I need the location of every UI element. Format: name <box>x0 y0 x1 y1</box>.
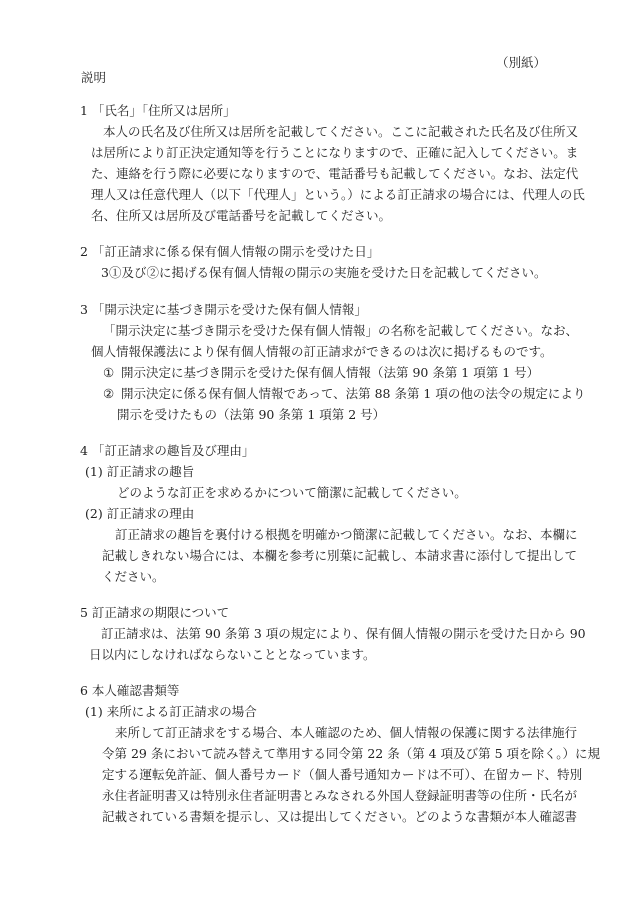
attachment-label: （別紙） <box>495 55 546 70</box>
paragraph-line: 定する運転免許証、個人番号カード（個人番号通知カードは不可）、在留カード、特別 <box>102 767 583 782</box>
subsection-title: 訂正請求の趣旨 <box>106 464 195 479</box>
paragraph-line: 日以内にしなければならないこととなっています。 <box>89 647 376 662</box>
subsection-number: (2) <box>85 506 103 521</box>
item-text: 開示決定に基づき開示を受けた保有個人情報（法第 90 条第 1 項第 1 号） <box>120 365 540 380</box>
subsection-number: (1) <box>85 704 103 719</box>
paragraph-line: た、連絡を行う際に必要になりますので、電話番号も記載してください。なお、法定代 <box>91 166 579 181</box>
section-heading: 6 本人確認書類等 <box>80 683 180 698</box>
section-heading: 5 訂正請求の期限について <box>80 605 230 620</box>
paragraph-line: 記載されている書類を提示し、又は提出してください。どのような書類が本人確認書 <box>102 809 578 824</box>
item-number: ① <box>103 365 115 380</box>
paragraph-line: 名、住所又は居所及び電話番号を記載してください。 <box>91 208 392 223</box>
paragraph-line: 「開示決定に基づき開示を受けた保有個人情報」の名称を記載してください。なお、 <box>103 323 579 338</box>
document-title: 説明 <box>81 70 107 85</box>
section-heading: 1 「氏名」「住所又は居所」 <box>80 103 236 118</box>
paragraph-line: ください。 <box>102 569 165 584</box>
paragraph-line: 来所して訂正請求をする場合、本人確認のため、個人情報の保護に関する法律施行 <box>115 725 578 740</box>
section-heading: 3 「開示決定に基づき開示を受けた保有個人情報」 <box>80 302 367 317</box>
paragraph-line: 3①及び②に掲げる保有個人情報の開示の実施を受けた日を記載してください。 <box>101 265 547 280</box>
item-number: ② <box>103 386 115 401</box>
list-item <box>103 365 539 381</box>
list-item <box>103 386 585 402</box>
section-heading: 2 「訂正請求に係る保有個人情報の開示を受けた日」 <box>80 244 380 259</box>
paragraph-line: 令第 29 条において読み替えて準用する同令第 22 条（第 4 項及び第 5 項を除く。）に規 <box>102 746 601 761</box>
subsection-heading <box>85 506 194 522</box>
paragraph-line: 理人又は任意代理人（以下「代理人」という。）による訂正請求の場合には、代理人の氏 <box>91 187 585 202</box>
paragraph-line: 訂正請求は、法第 90 条第 3 項の規定により、保有個人情報の開示を受けた日から 90 <box>101 626 586 641</box>
paragraph-line: 訂正請求の趣旨を裏付ける根拠を明確かつ簡潔に記載してください。なお、本欄に <box>115 527 578 542</box>
paragraph-line: どのような訂正を求めるかについて簡潔に記載してください。 <box>117 485 467 500</box>
paragraph-line: 個人情報保護法により保有個人情報の訂正請求ができるのは次に掲げるものです。 <box>91 344 553 359</box>
subsection-title: 訂正請求の理由 <box>106 506 195 521</box>
subsection-heading <box>85 464 194 480</box>
paragraph-line: は居所により訂正決定通知等を行うことになりますので、正確に記入してください。ま <box>91 145 579 160</box>
paragraph-line: 記載しきれない場合には、本欄を参考に別葉に記載し、本請求書に添付して提出して <box>102 548 578 563</box>
paragraph-line: 本人の氏名及び住所又は居所を記載してください。ここに記載された氏名及び住所又 <box>103 124 579 139</box>
subsection-number: (1) <box>85 464 103 479</box>
section-heading: 4 「訂正請求の趣旨及び理由」 <box>80 443 255 458</box>
item-continuation: 開示を受けたもの（法第 90 条第 1 項第 2 号） <box>117 407 386 422</box>
paragraph-line: 永住者証明書又は特別永住者証明書とみなされる外国人登録証明書等の住所・氏名が <box>102 788 578 803</box>
item-text: 開示決定に係る保有個人情報であって、法第 88 条第 1 項の他の法令の規定により <box>120 386 586 401</box>
subsection-heading <box>85 704 257 720</box>
subsection-title: 来所による訂正請求の場合 <box>106 704 257 719</box>
